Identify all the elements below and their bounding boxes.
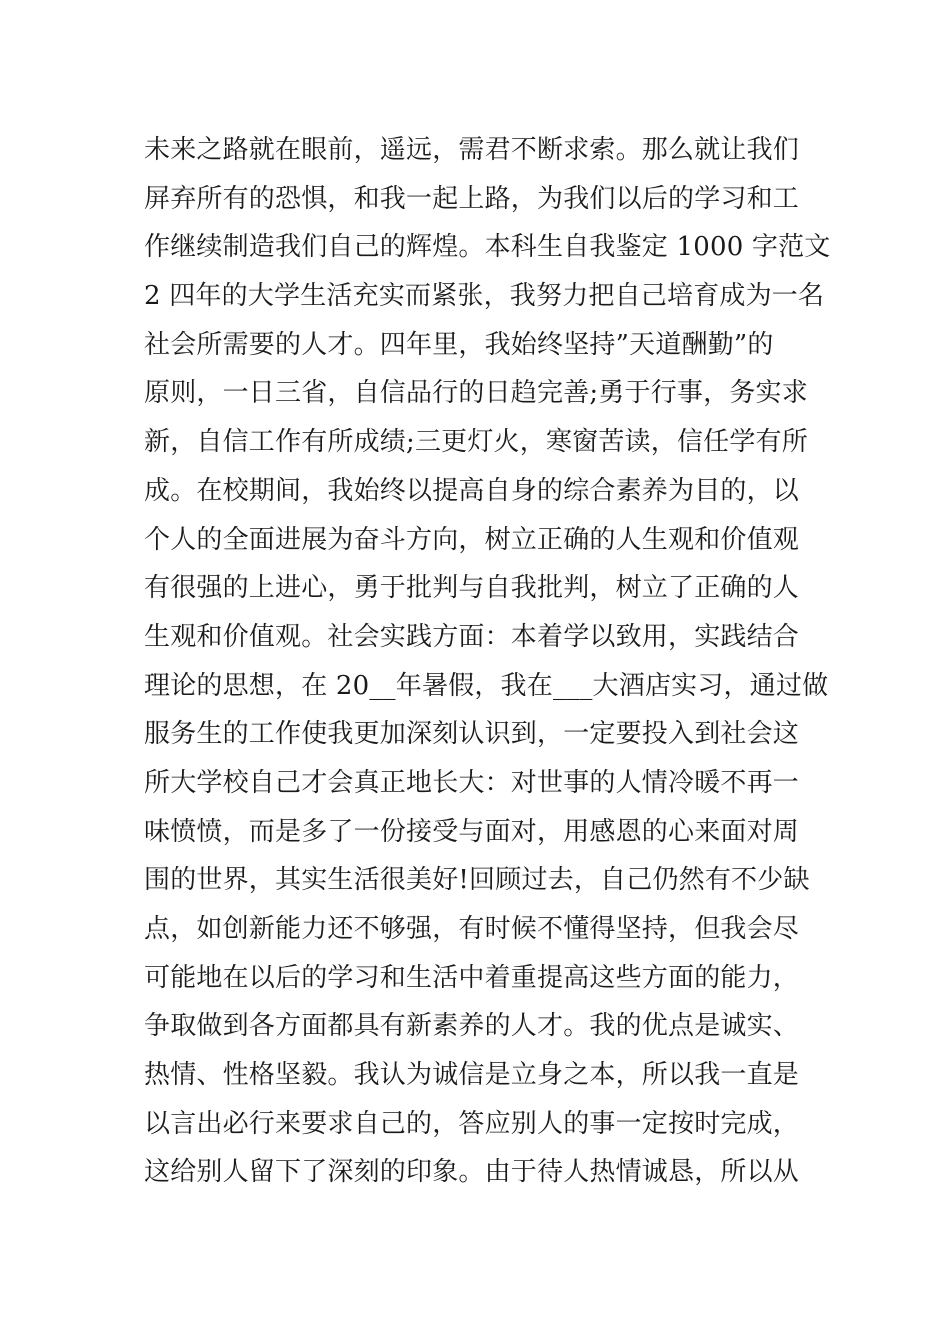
- text-line: 有很强的上进心，勇于批判与自我批判，树立了正确的人: [144, 573, 800, 604]
- text-line: 点，如创新能力还不够强，有时候不懂得坚持，但我会尽: [144, 914, 800, 944]
- text-line: 成。在校期间，我始终以提高自身的综合素养为目的，以: [144, 475, 800, 506]
- text-line: 生观和价值观。社会实践方面：本着学以致用，实践结合: [144, 621, 800, 652]
- text-line: 可能地在以后的学习和生活中着重提高这些方面的能力，: [144, 962, 800, 993]
- text-line: 围的世界，其实生活很美好!回顾过去，自己仍然有不少缺: [144, 865, 810, 896]
- text-line: 社会所需要的人才。四年里，我始终坚持”天道酬勤”的: [144, 329, 774, 360]
- text-line: 所大学校自己才会真正地长大：对世事的人情冷暖不再一: [144, 767, 800, 798]
- text-line: 争取做到各方面都具有新素养的人才。我的优点是诚实、: [144, 1011, 800, 1042]
- text-line: 作继续制造我们自己的辉煌。本科生自我鉴定 1000 字范文: [144, 232, 831, 263]
- text-line: 个人的全面进展为奋斗方向，树立正确的人生观和价值观: [144, 524, 800, 555]
- text-line: 味愤愤，而是多了一份接受与面对，用感恩的心来面对周: [144, 816, 800, 847]
- text-line: 原则，一日三省，自信品行的日趋完善;勇于行事，务实求: [144, 378, 808, 409]
- text-line: 热情、性格坚毅。我认为诚信是立身之本，所以我一直是: [144, 1060, 800, 1091]
- body-text: [144, 126, 831, 1197]
- text-line: 屏弃所有的恐惧，和我一起上路，为我们以后的学习和工: [144, 183, 800, 214]
- text-line: 这给别人留下了深刻的印象。由于待人热情诚恳，所以从: [144, 1157, 800, 1188]
- text-line: 以言出必行来要求自己的，答应别人的事一定按时完成，: [144, 1108, 800, 1139]
- text-line: 新，自信工作有所成绩;三更灯火，寒窗苦读，信任学有所: [144, 427, 808, 458]
- text-line: 理论的思想，在 20__年暑假，我在___大酒店实习，通过做: [144, 670, 829, 701]
- text-line: 2 四年的大学生活充实而紧张，我努力把自己培育成为一名: [144, 281, 825, 312]
- text-line: 未来之路就在眼前，遥远，需君不断求索。那么就让我们: [144, 135, 800, 165]
- text-line: 服务生的工作使我更加深刻认识到，一定要投入到社会这: [144, 719, 800, 750]
